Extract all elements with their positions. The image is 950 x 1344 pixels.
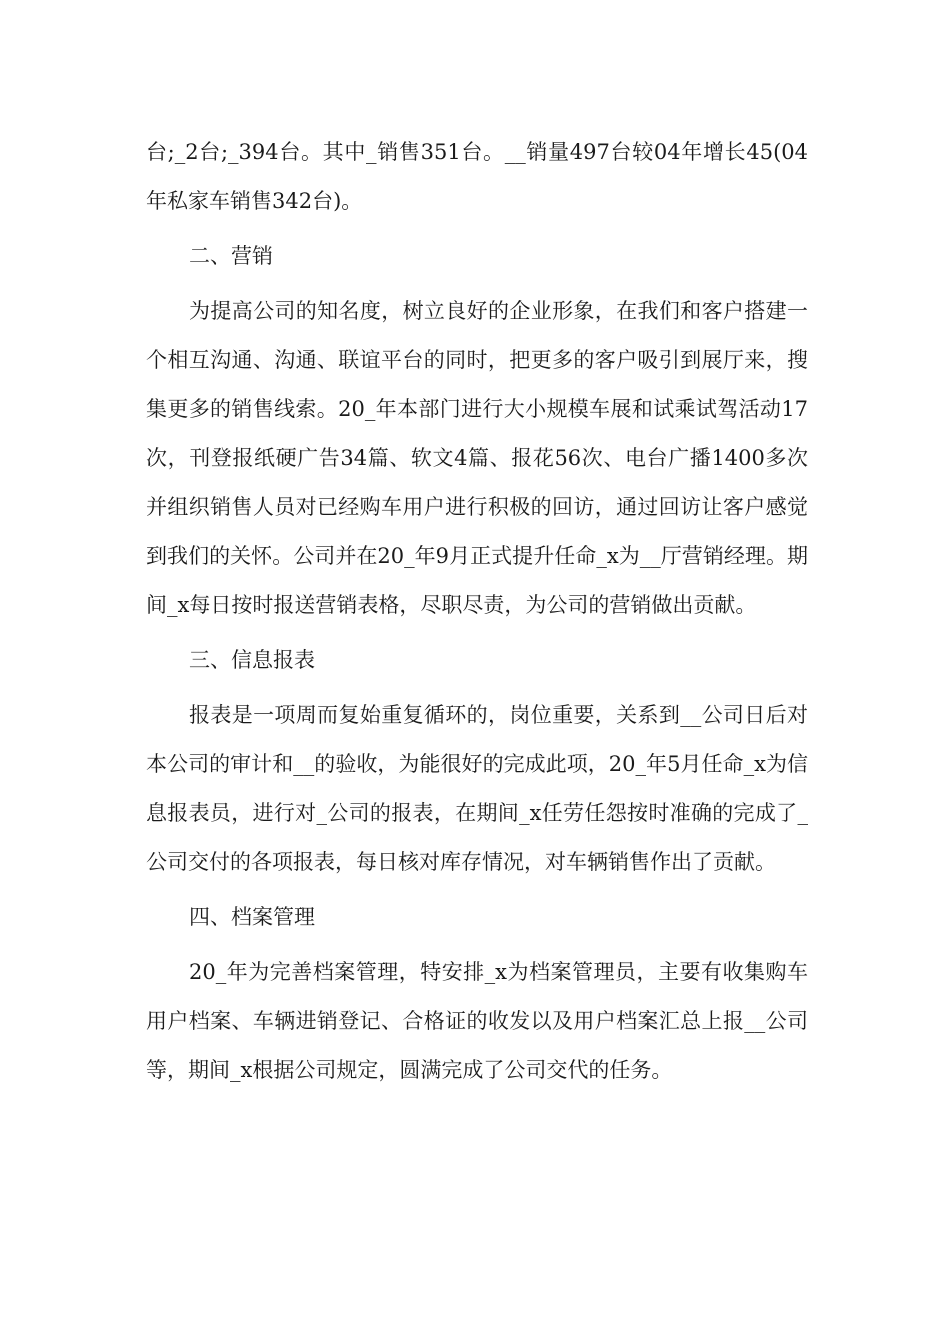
paragraph-marketing: 为提高公司的知名度，树立良好的企业形象，在我们和客户搭建一个相互沟通、沟通、联谊平台的同时，把更多的客户吸引到展厅来，搜集更多的销售线索。20_年本部门进行大小规模车展和试乘试驾活动17次，刊登报纸硬广告34篇、软文4篇、报花56次、电台广播1400多次并组织销售人员对已经购车用户进行积极的回访，通过回访让客户感觉到我们的关怀。公司并在20_年9月正式提升任命_x为__厅营销经理。期间_x每日按时报送营销表格，尽职尽责，为公司的营销做出贡献。 [146,299,808,617]
document-body [146,128,808,1095]
heading-marketing: 二、营销 [189,244,273,268]
heading-archive-management: 四、档案管理 [189,905,315,929]
paragraph-archive-management: 20_年为完善档案管理，特安排_x为档案管理员，主要有收集购车用户档案、车辆进销登记、合格证的收发以及用户档案汇总上报__公司等，期间_x根据公司规定，圆满完成了公司交代的任务。 [146,960,808,1082]
paragraph-sales-figures: 台;_2台;_394台。其中_销售351台。__销量497台较04年增长45(04年私家车销售342台)。 [146,140,808,213]
paragraph-info-reports: 报表是一项周而复始重复循环的，岗位重要，关系到__公司日后对本公司的审计和__的验收，为能很好的完成此项，20_年5月任命_x为信息报表员，进行对_公司的报表，在期间_x任劳任怨按时准确的完成了_公司交付的各项报表，每日核对库存情况，对车辆销售作出了贡献。 [146,703,808,874]
heading-info-reports: 三、信息报表 [189,648,315,672]
